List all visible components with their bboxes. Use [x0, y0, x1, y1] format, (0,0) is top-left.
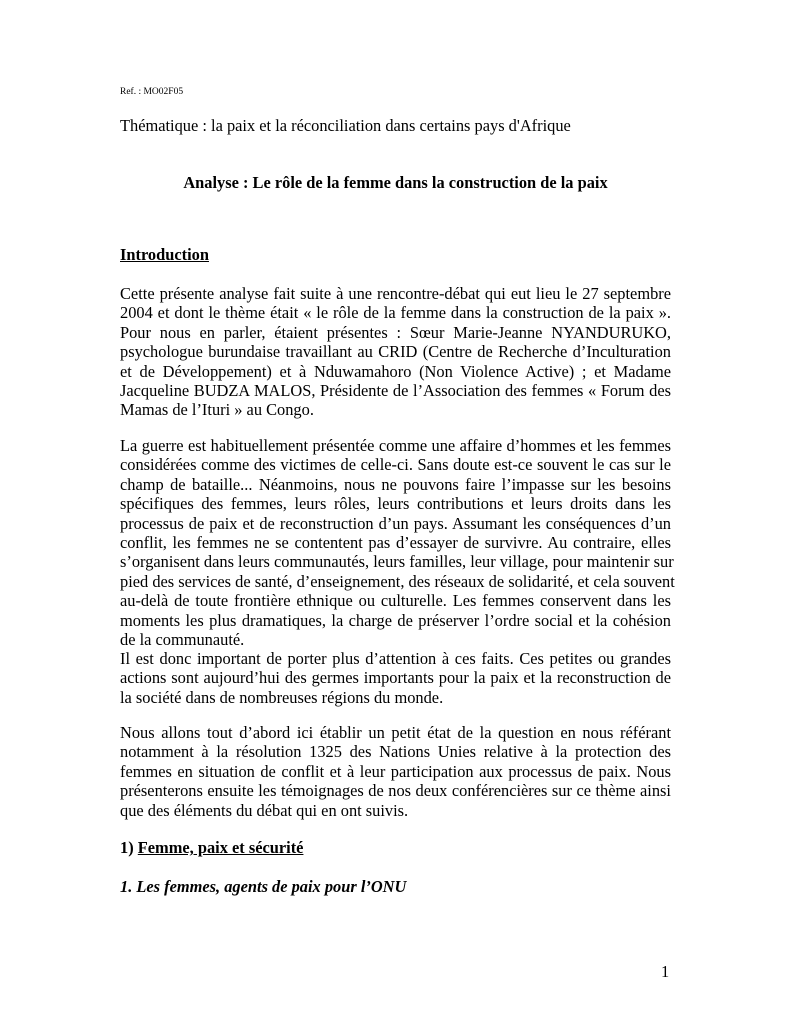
- paragraph-line: la société dans de nombreuses régions du monde.: [120, 687, 444, 707]
- paragraph-line: processus de paix et de reconstruction d’un pays. Assumant les conséquences d’un: [120, 513, 671, 533]
- paragraph-line: que des éléments du débat qui en ont suivis.: [120, 800, 409, 820]
- paragraph-4: [120, 723, 671, 820]
- paragraph-line: Jacqueline BUDZA MALOS, Présidente de l’Association des femmes « Forum des: [120, 380, 671, 400]
- paragraph-line: moments les plus dramatiques, la charge de préserver l’ordre social et la cohésion: [120, 610, 671, 630]
- reference-code: Ref. : MO02F05: [120, 87, 184, 97]
- paragraph-line: considérées comme des victimes de celle-ci. Sans doute est-ce souvent le cas sur le: [120, 455, 671, 475]
- paragraph-line: notamment à la résolution 1325 des Nations Unies relative à la protection des: [120, 742, 671, 762]
- page-number: 1: [661, 962, 670, 981]
- paragraph-line: et de Développement) et à Nduwamahoro (Non Violence Active) ; et Madame: [120, 361, 671, 381]
- paragraph-line: psychologue burundaise travaillant au CRID (Centre de Recherche d’Inculturation: [120, 342, 671, 362]
- section-number: 1): [120, 838, 138, 857]
- paragraph-line: La guerre est habituellement présentée comme une affaire d’hommes et les femmes: [120, 436, 671, 455]
- paragraph-line: 2004 et dont le thème était « le rôle de la femme dans la construction de la paix ».: [120, 303, 671, 323]
- paragraph-1: [120, 284, 671, 420]
- paragraph-line: Cette présente analyse fait suite à une rencontre-débat qui eut lieu le 27 septembre: [120, 284, 671, 303]
- paragraph-3: [120, 649, 671, 707]
- paragraph-line: Nous allons tout d’abord ici établir un petit état de la question en nous référant: [120, 723, 671, 742]
- paragraph-line: Mamas de l’Ituri » au Congo.: [120, 400, 314, 420]
- paragraph-2: [120, 436, 675, 649]
- subsection-heading-1: 1. Les femmes, agents de paix pour l’ONU: [120, 877, 407, 896]
- paragraph-line: champ de bataille... Néanmoins, nous ne pouvons faire l’impasse sur les besoins: [120, 474, 671, 494]
- paragraph-line: femmes en situation de conflit et à leur participation aux processus de paix. Nous: [120, 761, 671, 781]
- analyse-title: Analyse : Le rôle de la femme dans la construction de la paix: [183, 173, 608, 192]
- paragraph-line: Il est donc important de porter plus d’attention à ces faits. Ces petites ou grandes: [120, 649, 671, 668]
- paragraph-line: présenterons ensuite les témoignages de nos deux conférencières sur ce thème ainsi: [120, 781, 671, 801]
- paragraph-line: Pour nous en parler, étaient présentes : Sœur Marie-Jeanne NYANDURUKO,: [120, 322, 671, 342]
- thematique-line: Thématique : la paix et la réconciliation dans certains pays d'Afrique: [120, 116, 571, 135]
- introduction-heading: Introduction: [120, 245, 209, 264]
- paragraph-line: actions sont aujourd’hui des germes importants pour la paix et la reconstruction de: [120, 668, 671, 688]
- section-heading-1: [120, 838, 303, 858]
- paragraph-line: conflit, les femmes ne se contentent pas d’essayer de survivre. Au contraire, elles: [120, 532, 671, 552]
- paragraph-line: pied des services de santé, d’enseignement, des réseaux de solidarité, et cela souvent: [120, 571, 675, 591]
- paragraph-line: spécifiques des femmes, leurs rôles, leurs contributions et leurs droits dans les: [120, 494, 671, 514]
- paragraph-line: de la communauté.: [120, 629, 245, 649]
- section-title: Femme, paix et sécurité: [137, 838, 304, 857]
- paragraph-line: au-delà de toute frontière ethnique ou culturelle. Les femmes conservent dans les: [120, 591, 671, 611]
- paragraph-line: s’organisent dans leurs communautés, leurs familles, leur village, pour maintenir sur: [120, 552, 674, 572]
